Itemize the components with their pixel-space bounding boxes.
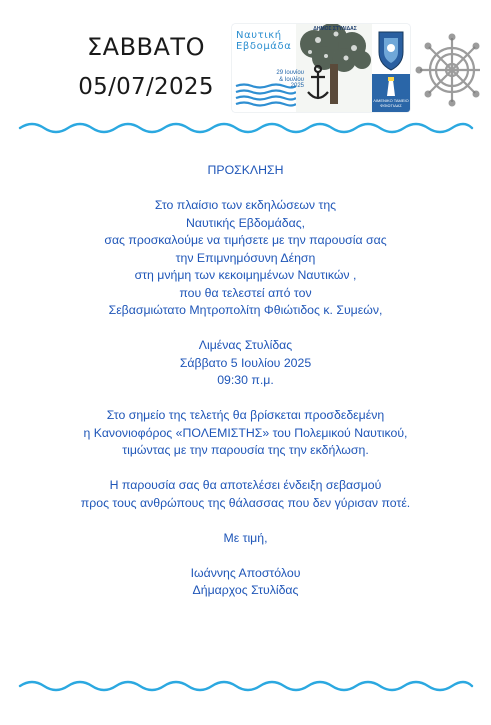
letter-line: προς τους ανθρώπους της θάλασσας που δεν γύρισαν ποτέ. <box>80 495 411 510</box>
port-fund-logo <box>372 74 410 112</box>
spacer <box>0 460 491 478</box>
poster-dates-line1: 29 Ιουνίου <box>276 70 304 76</box>
naval-week-poster <box>232 24 410 112</box>
letter-line: τιμώντας με την παρουσία της την εκδήλωση. <box>122 443 369 457</box>
ship-wheel-icon <box>412 28 480 114</box>
spacer <box>0 512 491 530</box>
signer-title: Δήμαρχος Στυλίδας <box>192 583 299 597</box>
letter-line: Ναυτικής Εβδομάδας, <box>185 215 306 230</box>
poster-dates-line2: & Ιουλίου <box>279 76 304 83</box>
event-date: Σάββατο 5 Ιουλίου 2025 <box>179 355 312 370</box>
poster-authority: ΛΙΜΕΝΙΚΟ ΤΑΜΕΙΟ ΦΘΙΩΤΙΔΑΣ <box>373 98 409 108</box>
letter-closing: Με τιμή, <box>223 530 268 545</box>
poster-dates <box>254 70 304 90</box>
letter-heading: ΠΡΟΣΚΛΗΣΗ <box>207 163 284 177</box>
spacer <box>0 390 491 408</box>
tree-anchor-icon <box>296 24 372 112</box>
letter-line: στη μνήμη των κεκοιμημένων Ναυτικών , <box>134 268 357 282</box>
event-place: Λιμένας Στυλίδας <box>198 338 293 352</box>
wave-top <box>18 118 474 136</box>
letter-line: την Επιμνημόσυνη Δέηση <box>175 250 316 265</box>
header-day: ΣΑΒΒΑΤΟ <box>87 33 205 61</box>
letter-line: η Κανονιοφόρος «ΠΟΛΕΜΙΣΤΗΣ» του Πολεμικού Ναυτικού, <box>83 425 408 440</box>
letter-line: Στο σημείο της τελετής θα βρίσκεται προσδεδεμένη <box>106 408 385 422</box>
signer-name: Ιωάννης Αποστόλου <box>190 565 301 580</box>
spacer <box>0 547 491 565</box>
letter-line: Στο πλαίσιο των εκδηλώσεων της <box>154 198 337 212</box>
invitation-letter <box>0 162 491 600</box>
poster-municipality: ΔΗΜΟΣ ΣΤΥΛΙΔΑΣ <box>313 26 357 32</box>
spacer <box>0 180 491 198</box>
header-date-block <box>66 30 226 106</box>
letter-line: Σεβασμιώτατο Μητροπολίτη Φθιώτιδος κ. Συμεών, <box>108 303 383 317</box>
poster-title <box>236 30 300 52</box>
letter-line: σας προσκαλούμε να τιμήσετε με την παρουσία σας <box>104 233 387 247</box>
shield-emblem-icon <box>372 24 410 74</box>
coast-guard-logo <box>372 24 410 74</box>
letter-line: που θα τελεστεί από τον <box>179 285 312 300</box>
header-date: 05/07/2025 <box>78 74 214 100</box>
event-time: 09:30 π.μ. <box>217 373 274 387</box>
poster-dates-line3: 2025 <box>290 83 304 89</box>
poster-tree-anchor-illustration <box>296 24 372 112</box>
spacer <box>0 320 491 338</box>
poster-title-line1: Ναυτική <box>236 30 282 41</box>
poster-title-line2: Εβδομάδα <box>236 41 292 52</box>
wave-bottom <box>18 676 474 694</box>
letter-line: Η παρουσία σας θα αποτελέσει ένδειξη σεβασμού <box>109 478 382 492</box>
